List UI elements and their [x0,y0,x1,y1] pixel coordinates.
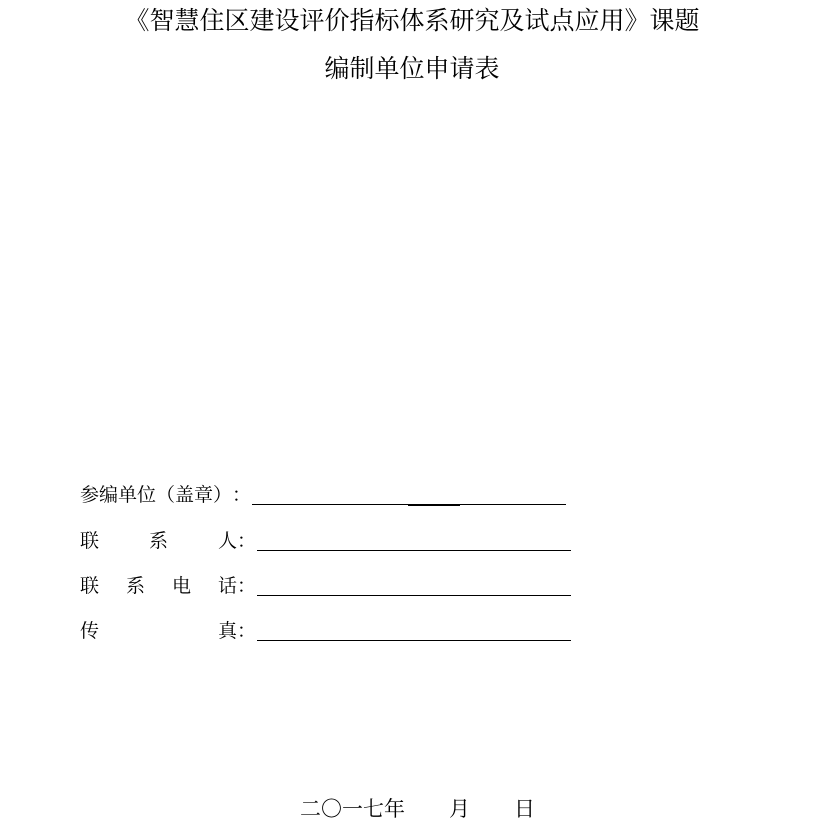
date-month: 月 [449,797,470,821]
document-title-line-1: 《智慧住区建设评价指标体系研究及试点应用》课题 [124,6,700,35]
field-contact-person [80,527,571,553]
date-year: 二〇一七年 [300,797,405,821]
field-colon: ： [237,530,257,552]
field-colon: ： [237,575,257,597]
field-label-text: 参编单位（盖章） [80,484,233,506]
field-label [80,529,237,553]
contact-person-input-line[interactable] [257,529,571,553]
field-label-char: 系 [125,575,145,597]
contact-phone-input-line[interactable] [257,574,571,598]
field-fax [80,617,571,643]
field-label [80,574,237,598]
field-label-char: 真 [217,620,237,642]
document-title-line-2: 编制单位申请表 [324,54,500,83]
field-label-char: 系 [148,530,168,552]
date-day: 日 [514,797,535,821]
field-label [80,619,237,643]
fax-input-line[interactable] [257,619,571,643]
field-contact-phone [80,572,571,598]
field-label-char: 人 [217,530,237,552]
field-colon: ： [237,620,257,642]
underline-segment [408,504,460,506]
field-label-char: 话 [217,575,237,597]
participating-unit-input-line[interactable] [252,483,566,507]
field-label-char: 联 [80,575,100,597]
field-label-char: 联 [80,530,100,552]
field-label-char: 传 [80,620,100,642]
date-line [300,796,535,822]
field-label-char: 电 [171,575,191,597]
field-participating-unit [80,481,566,507]
field-colon: ： [232,484,252,506]
field-label [80,483,232,507]
